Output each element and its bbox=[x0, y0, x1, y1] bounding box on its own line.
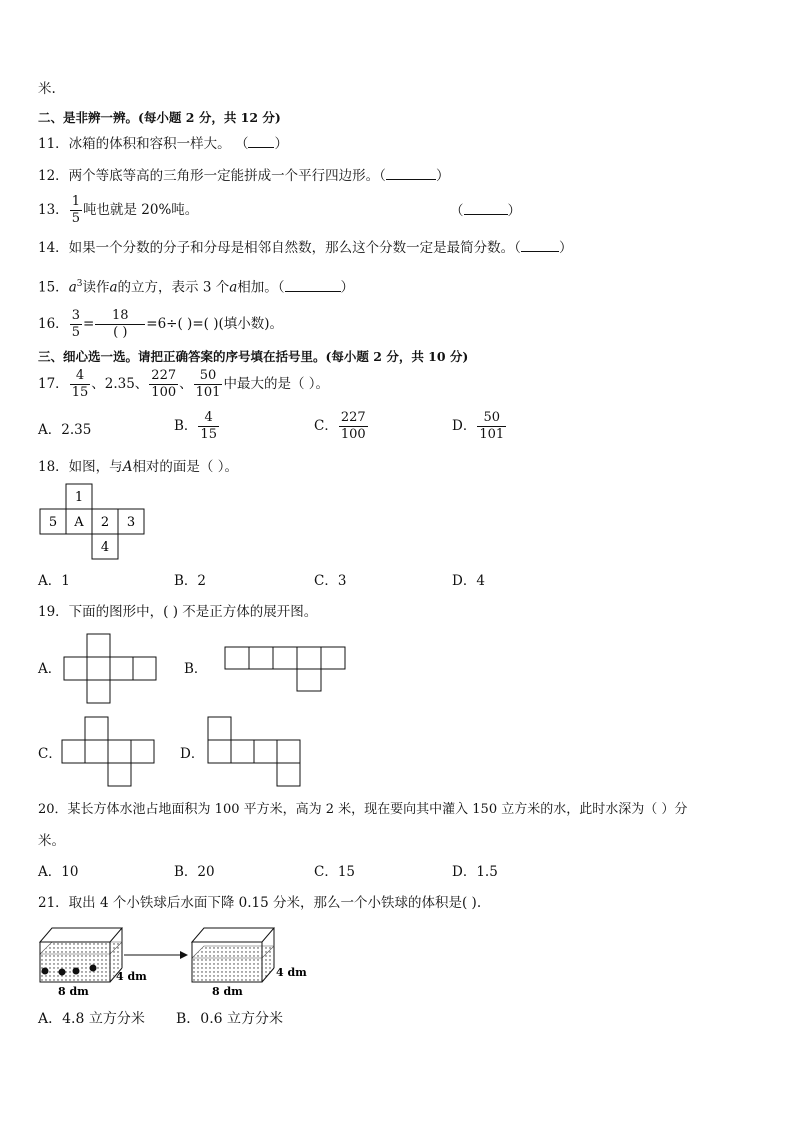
q17-option-a[interactable]: A．2.35 bbox=[38, 422, 92, 438]
question-13: 13． $\frac{1}{5}$ 吨也就是 20%吨。 bbox=[38, 194, 199, 226]
net-label-left: 5 bbox=[48, 515, 58, 530]
q18-option-c[interactable]: C．3 bbox=[314, 573, 347, 589]
iron-ball bbox=[90, 965, 97, 972]
q17-option-c[interactable]: C． $\frac{227}{100}$ bbox=[314, 410, 366, 442]
q18-option-b[interactable]: B．2 bbox=[174, 573, 207, 589]
tank-before-length-label: 8 dm bbox=[58, 985, 89, 998]
question-17: 17． $\frac{4}{15}$ 、2.35、 $\frac{227}{100}$ 、 $\frac{50}{101}$ 中最大的是（ ）。 bbox=[38, 368, 329, 400]
q14-text: 14．如果一个分数的分子和分母是相邻自然数，那么这个分数一定是最简分数。（ bbox=[38, 240, 521, 256]
section-3-title: 三、细心选一选。请把正确答案的序号填在括号里。(每小题 2 分，共 10 分) bbox=[38, 349, 469, 364]
net-label-bottom: 4 bbox=[100, 540, 110, 555]
q18-option-d[interactable]: D．4 bbox=[452, 573, 485, 589]
q20-option-a[interactable]: A．10 bbox=[38, 864, 79, 880]
q20-option-b[interactable]: B．20 bbox=[174, 864, 215, 880]
q18-cube-net bbox=[40, 484, 144, 560]
iron-ball bbox=[42, 968, 49, 975]
iron-ball bbox=[73, 968, 80, 975]
q18-option-a[interactable]: A．1 bbox=[38, 573, 70, 589]
q13-fraction: $\frac{1}{5}$ bbox=[71, 194, 80, 226]
iron-ball bbox=[59, 969, 66, 976]
section-2-title: 二、是非辨一辨。(每小题 2 分，共 12 分) bbox=[38, 110, 281, 125]
tank-after-height-label: 4 dm bbox=[276, 966, 307, 979]
question-20-line-2: 米。 bbox=[38, 833, 65, 849]
q19-option-b-label[interactable]: B． bbox=[184, 661, 208, 677]
q12-answer-blank[interactable] bbox=[386, 167, 436, 180]
question-15: 15．$a^3$读作a的立方，表示 3 个a相加。（ ） bbox=[38, 279, 355, 296]
net-label-top: 1 bbox=[74, 490, 84, 505]
question-11: 11．冰箱的体积和容积一样大。 （ ） bbox=[38, 136, 288, 152]
q19-net-a bbox=[64, 634, 156, 704]
q14-answer-blank[interactable] bbox=[521, 239, 559, 252]
question-20-line-1: 20．某长方体水池占地面积为 100 平方米，高为 2 米，现在要向其中灌入 150 立方米的水，此时水深为（ ）分 bbox=[38, 802, 688, 817]
tank-after-length-label: 8 dm bbox=[212, 985, 243, 998]
tank-before-height-label: 4 dm bbox=[116, 970, 147, 983]
q16-fraction-1: $\frac{3}{5}$ bbox=[71, 308, 80, 340]
question-21: 21．取出 4 个小铁球后水面下降 0.15 分米，那么一个小铁球的体积是( ). bbox=[38, 895, 482, 911]
tank-after bbox=[192, 928, 274, 982]
q13-text: 吨也就是 20%吨。 bbox=[82, 202, 199, 218]
q19-option-c-label[interactable]: C． bbox=[38, 746, 62, 762]
q20-option-d[interactable]: D．1.5 bbox=[452, 864, 498, 880]
q21-option-a[interactable]: A．4.8 立方分米 bbox=[38, 1011, 145, 1027]
q12-text: 12．两个等底等高的三角形一定能拼成一个平行四边形。（ bbox=[38, 168, 386, 184]
q13-answer-blank[interactable] bbox=[464, 202, 508, 215]
q19-option-a-label[interactable]: A． bbox=[38, 661, 62, 677]
q19-option-d-label[interactable]: D． bbox=[180, 746, 205, 762]
q15-answer-blank[interactable] bbox=[285, 279, 341, 292]
q19-net-c bbox=[62, 717, 154, 787]
q21-tank-diagram bbox=[36, 922, 316, 1002]
q19-net-b bbox=[225, 647, 345, 692]
q11-text: 11．冰箱的体积和容积一样大。 bbox=[38, 136, 231, 152]
question-19: 19．下面的图形中，( ) 不是正方体的展开图。 bbox=[38, 604, 318, 620]
q11-answer-blank[interactable] bbox=[248, 135, 274, 148]
question-16: 16． $\frac{3}{5}$ = $\frac{18}{( )}$ =6÷( )=( )(填小数)。 bbox=[38, 308, 283, 340]
net-label-right1: 2 bbox=[100, 515, 110, 530]
question-18: 18．如图，与A相对的面是（ ）。 bbox=[38, 459, 238, 475]
question-14: 14．如果一个分数的分子和分母是相邻自然数，那么这个分数一定是最简分数。（ ） bbox=[38, 240, 573, 256]
top-fragment: 米. bbox=[38, 81, 56, 97]
q17-option-b[interactable]: B． $\frac{4}{15}$ bbox=[174, 410, 217, 442]
q13-answer: （ ） bbox=[450, 203, 521, 219]
q20-option-c[interactable]: C．15 bbox=[314, 864, 356, 880]
net-label-right2: 3 bbox=[126, 515, 136, 530]
tank-before bbox=[40, 928, 122, 982]
arrow-head bbox=[180, 951, 188, 959]
q17-option-d[interactable]: D． $\frac{50}{101}$ bbox=[452, 410, 505, 442]
q16-fraction-2: $\frac{18}{( )}$ bbox=[95, 308, 145, 341]
net-label-center: A bbox=[74, 515, 84, 530]
q19-net-d bbox=[208, 717, 300, 787]
question-12: 12．两个等底等高的三角形一定能拼成一个平行四边形。（ ） bbox=[38, 168, 450, 184]
q21-option-b[interactable]: B．0.6 立方分米 bbox=[176, 1011, 284, 1027]
